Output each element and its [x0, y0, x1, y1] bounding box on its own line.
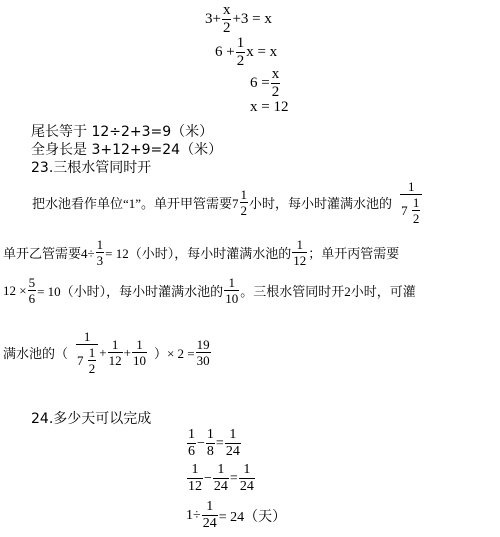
- equation-line-3: [250, 67, 281, 100]
- fraction-one-twelfth-b: $\frac{1}{12}$: [108, 337, 122, 368]
- q23-title: 23.三根水管同时开: [31, 160, 152, 176]
- eq2-right: x = x: [246, 44, 278, 60]
- fraction-one-over-seven-half: 1 7 $\frac{1}{2}$: [400, 180, 422, 225]
- q23-line-3: 12 × $\frac{5}{6}$ = 10（小时），每小时灌满水池的 $\frac{1}{10}$ 。三根水管同时开2小时，可灌: [3, 275, 416, 306]
- fraction-five-sixths: $\frac{5}{6}$: [28, 275, 36, 306]
- fraction-one-tenth: $\frac{1}{10}$: [225, 275, 239, 306]
- fraction-one-half: $\frac{1}{2}$: [236, 35, 245, 69]
- q24-equation-3: 1÷ $\frac{1}{24}$ = 24（天）: [186, 499, 287, 531]
- eq1-left: 3+: [205, 11, 221, 27]
- fraction-x-over-2b: $\frac{x}{2}$: [271, 66, 280, 100]
- fraction-one-tenth-b: $\frac{1}{10}$: [132, 337, 146, 368]
- q23-line-2: 单开乙管需要4÷ $\frac{1}{3}$ = 12（小时），每小时灌满水池的 $\frac{1}{12}$ ；单开丙管需要: [3, 237, 400, 268]
- eq1-right: +3 = x: [232, 11, 272, 27]
- fraction-one-twelfth: $\frac{1}{12}$: [293, 237, 307, 268]
- q23-line-4: 满水池的（ 1 7 $\frac{1}{2}$ + $\frac{1}{12}$ + $\frac{1}{10}$ ）× 2 = $\frac{19}{30}$: [3, 329, 210, 376]
- equation-line-2: [215, 36, 277, 69]
- q24-equation-1: $\frac{1}{6}$ − $\frac{1}{8}$ = $\frac{1}{24}$: [188, 427, 240, 459]
- q24-equation-2: $\frac{1}{12}$ − $\frac{1}{24}$ = $\frac{1}{24}$: [188, 462, 254, 494]
- equation-line-1: [205, 3, 272, 36]
- fraction-one-third: $\frac{1}{3}$: [96, 237, 104, 268]
- q24-title: 24.多少天可以完成: [31, 411, 152, 427]
- fraction-x-over-2: $\frac{x}{2}$: [222, 2, 231, 36]
- equation-line-4: x = 12: [250, 99, 289, 115]
- tail-length-line: 尾长等于 12÷2+3=9（米）: [31, 124, 214, 140]
- eq3-left: 6 =: [250, 75, 270, 91]
- body-length-line: 全身长是 3+12+9=24（米）: [31, 142, 223, 158]
- eq2-left: 6 +: [215, 44, 235, 60]
- fraction-one-over-seven-half-b: 1 7 $\frac{1}{2}$: [76, 330, 98, 375]
- mixed-frac-half: $\frac{1}{2}$: [240, 187, 248, 218]
- fraction-nineteen-thirtieths: $\frac{19}{30}$: [196, 337, 210, 368]
- q23-line-1: 把水池看作单位“1”。单开甲管需要7 $\frac{1}{2}$ 小时，每小时灌满水池的 1 7 $\frac{1}{2}$: [32, 180, 423, 225]
